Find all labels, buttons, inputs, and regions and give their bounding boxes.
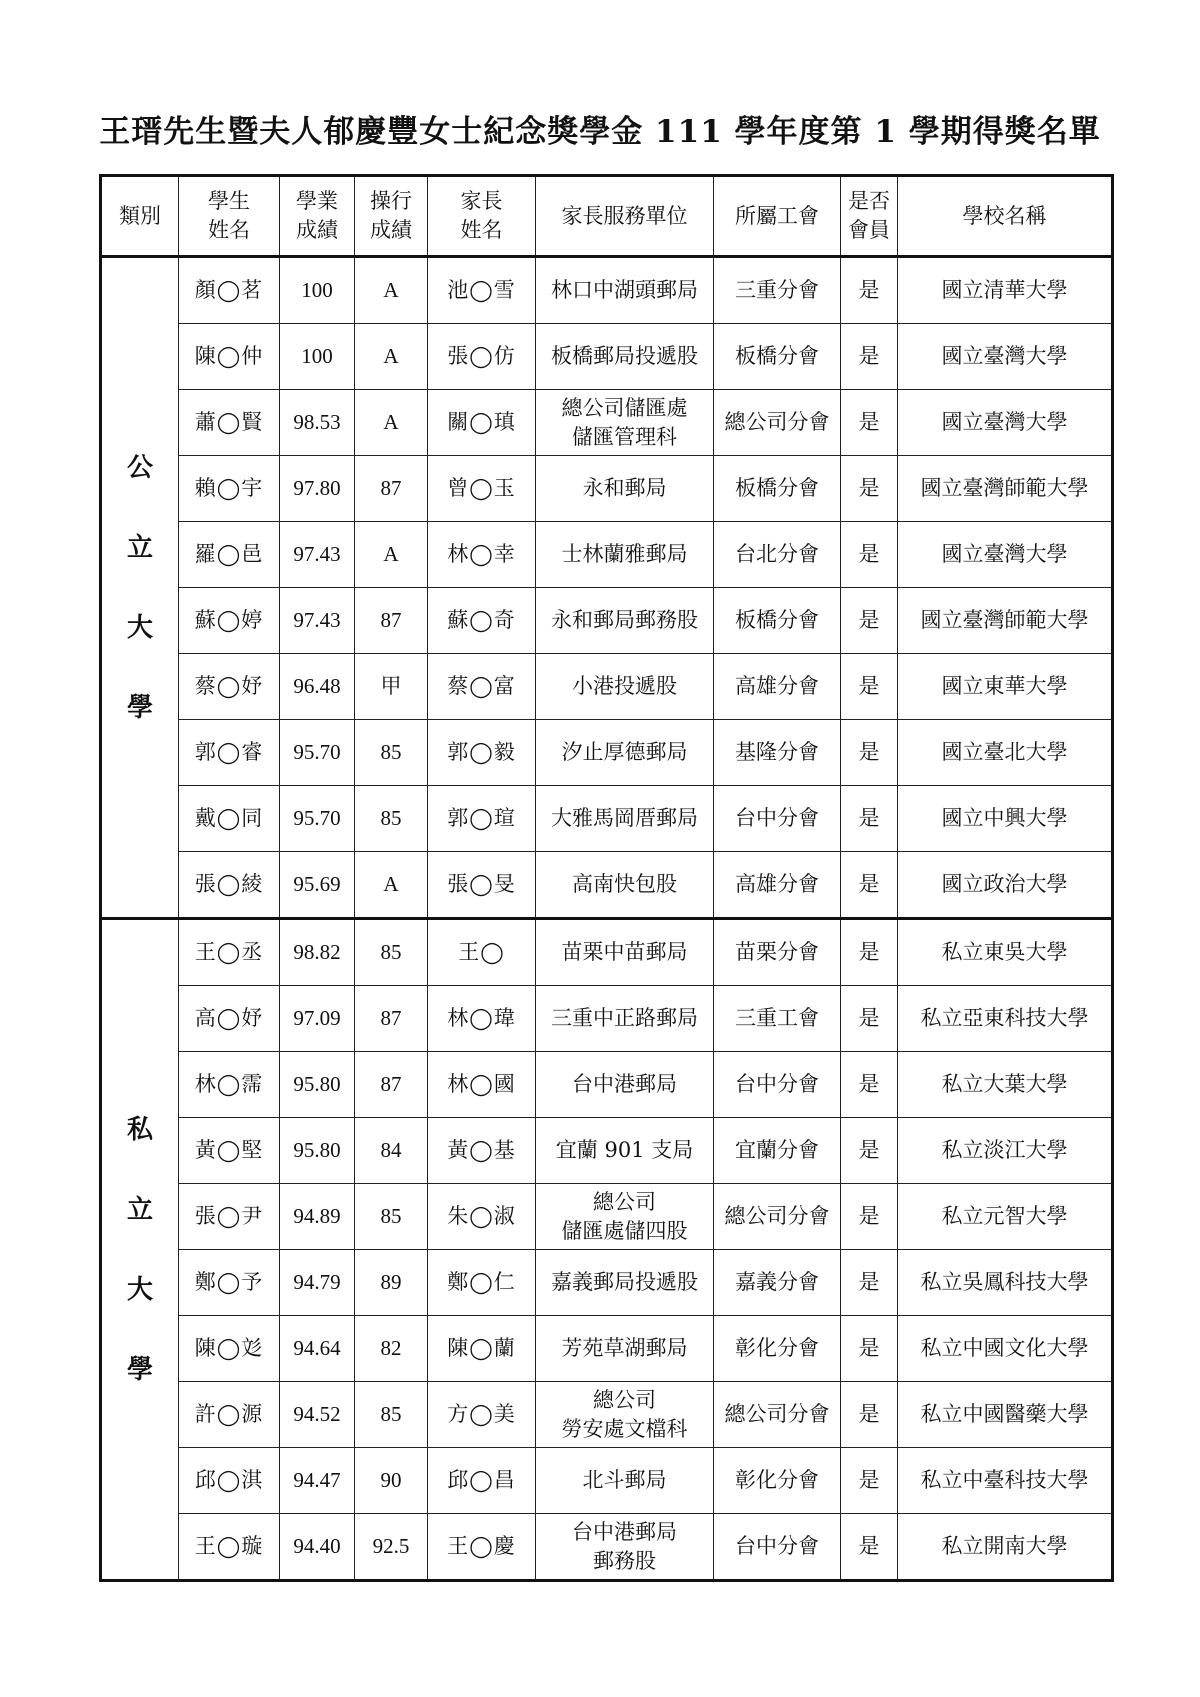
parent-unit-cell: [536, 1514, 714, 1581]
member-cell: 是: [841, 257, 898, 324]
table-row: [101, 1118, 1113, 1184]
header-academic-line2: 成績: [296, 218, 338, 242]
academic-score-cell: 100: [280, 324, 355, 390]
school-name-cell: 國立清華大學: [898, 257, 1113, 324]
category-char: 立: [126, 1194, 153, 1225]
union-cell: 總公司分會: [714, 390, 841, 456]
academic-score-cell: 96.48: [280, 654, 355, 720]
student-name-cell: 羅◯邑: [179, 522, 280, 588]
conduct-score-cell: A: [355, 852, 428, 919]
school-name-cell: 私立元智大學: [898, 1184, 1113, 1250]
header-student-name: [179, 176, 280, 257]
table-row: [101, 654, 1113, 720]
student-name-cell: 張◯尹: [179, 1184, 280, 1250]
category-char: 立: [126, 532, 153, 563]
parent-name-cell: 陳◯蘭: [428, 1316, 536, 1382]
parent-name-cell: 林◯瑋: [428, 986, 536, 1052]
union-cell: 總公司分會: [714, 1184, 841, 1250]
header-union: 所屬工會: [714, 176, 841, 257]
academic-score-cell: 94.47: [280, 1448, 355, 1514]
member-cell: 是: [841, 1052, 898, 1118]
academic-score-cell: 94.64: [280, 1316, 355, 1382]
table-row: [101, 1250, 1113, 1316]
union-cell: 台中分會: [714, 1052, 841, 1118]
parent-unit-cell: [536, 852, 714, 919]
member-cell: 是: [841, 1184, 898, 1250]
school-name-cell: 私立中國文化大學: [898, 1316, 1113, 1382]
table-row: [101, 1382, 1113, 1448]
school-name-cell: 國立臺灣大學: [898, 522, 1113, 588]
table-row: [101, 390, 1113, 456]
parent-unit-line: 芳苑草湖郵局: [561, 1336, 688, 1360]
member-cell: 是: [841, 324, 898, 390]
school-name-cell: 私立吳鳳科技大學: [898, 1250, 1113, 1316]
union-cell: 高雄分會: [714, 852, 841, 919]
union-cell: 台北分會: [714, 522, 841, 588]
academic-score-cell: 94.89: [280, 1184, 355, 1250]
parent-name-cell: 郭◯瑄: [428, 786, 536, 852]
member-cell: 是: [841, 522, 898, 588]
parent-unit-cell: [536, 919, 714, 986]
union-cell: 台中分會: [714, 786, 841, 852]
union-cell: 板橋分會: [714, 324, 841, 390]
table-row: [101, 1514, 1113, 1581]
parent-unit-line: 苗栗中苗郵局: [561, 940, 688, 964]
student-name-cell: 王◯丞: [179, 919, 280, 986]
student-name-cell: 蘇◯婷: [179, 588, 280, 654]
school-name-cell: 國立政治大學: [898, 852, 1113, 919]
table-row: [101, 324, 1113, 390]
member-cell: 是: [841, 390, 898, 456]
table-row: [101, 720, 1113, 786]
conduct-score-cell: 87: [355, 456, 428, 522]
union-cell: 板橋分會: [714, 588, 841, 654]
parent-unit-cell: [536, 324, 714, 390]
parent-name-cell: 關◯瑱: [428, 390, 536, 456]
member-cell: 是: [841, 1316, 898, 1382]
table-row: [101, 522, 1113, 588]
private-university-group: [101, 919, 1113, 1581]
parent-unit-cell: [536, 390, 714, 456]
student-name-cell: 蔡◯妤: [179, 654, 280, 720]
school-name-cell: 國立臺灣師範大學: [898, 456, 1113, 522]
member-cell: 是: [841, 654, 898, 720]
category-cell: [101, 919, 179, 1581]
student-name-cell: 高◯妤: [179, 986, 280, 1052]
school-name-cell: 國立臺北大學: [898, 720, 1113, 786]
student-name-cell: 黃◯堅: [179, 1118, 280, 1184]
conduct-score-cell: 85: [355, 1382, 428, 1448]
student-name-cell: 戴◯同: [179, 786, 280, 852]
school-name-cell: 私立中國醫藥大學: [898, 1382, 1113, 1448]
school-name-cell: 私立中臺科技大學: [898, 1448, 1113, 1514]
member-cell: 是: [841, 1250, 898, 1316]
parent-unit-cell: [536, 1382, 714, 1448]
student-name-cell: 蕭◯賢: [179, 390, 280, 456]
union-cell: 嘉義分會: [714, 1250, 841, 1316]
award-table: [99, 174, 1114, 1582]
school-name-cell: 國立中興大學: [898, 786, 1113, 852]
header-category: 類別: [101, 176, 179, 257]
category-cell: [101, 257, 179, 919]
member-cell: 是: [841, 1514, 898, 1581]
table-row: [101, 919, 1113, 986]
union-cell: 三重工會: [714, 986, 841, 1052]
school-name-cell: 國立臺灣師範大學: [898, 588, 1113, 654]
parent-unit-cell: [536, 786, 714, 852]
header-member: [841, 176, 898, 257]
header-academic-line1: 學業: [296, 189, 338, 213]
student-name-cell: 林◯霈: [179, 1052, 280, 1118]
parent-unit-cell: [536, 1184, 714, 1250]
table-row: [101, 588, 1113, 654]
conduct-score-cell: 85: [355, 786, 428, 852]
category-char: 學: [126, 692, 153, 723]
header-school: 學校名稱: [898, 176, 1113, 257]
conduct-score-cell: 甲: [355, 654, 428, 720]
parent-unit-cell: [536, 720, 714, 786]
parent-name-cell: 曾◯玉: [428, 456, 536, 522]
parent-name-cell: 林◯國: [428, 1052, 536, 1118]
parent-unit-line: 台中港郵局: [572, 1072, 677, 1096]
union-cell: 彰化分會: [714, 1316, 841, 1382]
header-academic: [280, 176, 355, 257]
parent-unit-line: 三重中正路郵局: [551, 1006, 698, 1030]
conduct-score-cell: 85: [355, 1184, 428, 1250]
conduct-score-cell: 84: [355, 1118, 428, 1184]
parent-unit-line: 永和郵局郵務股: [551, 608, 698, 632]
school-name-cell: 國立臺灣大學: [898, 390, 1113, 456]
table-row: [101, 1052, 1113, 1118]
conduct-score-cell: A: [355, 324, 428, 390]
parent-name-cell: 張◯仿: [428, 324, 536, 390]
table-row: [101, 1448, 1113, 1514]
member-cell: 是: [841, 720, 898, 786]
category-char: 大: [126, 1274, 153, 1305]
academic-score-cell: 97.80: [280, 456, 355, 522]
parent-unit-line: 汐止厚德郵局: [561, 740, 688, 764]
union-cell: 高雄分會: [714, 654, 841, 720]
member-cell: 是: [841, 852, 898, 919]
academic-score-cell: 94.52: [280, 1382, 355, 1448]
parent-unit-cell: [536, 654, 714, 720]
conduct-score-cell: 90: [355, 1448, 428, 1514]
school-name-cell: 國立東華大學: [898, 654, 1113, 720]
academic-score-cell: 98.82: [280, 919, 355, 986]
member-cell: 是: [841, 1382, 898, 1448]
conduct-score-cell: 87: [355, 588, 428, 654]
parent-unit-line: 大雅馬岡厝郵局: [551, 806, 698, 830]
header-conduct-line1: 操行: [370, 189, 412, 213]
school-name-cell: 私立淡江大學: [898, 1118, 1113, 1184]
academic-score-cell: 97.43: [280, 588, 355, 654]
union-cell: 板橋分會: [714, 456, 841, 522]
conduct-score-cell: 89: [355, 1250, 428, 1316]
parent-unit-cell: [536, 1052, 714, 1118]
conduct-score-cell: A: [355, 257, 428, 324]
parent-unit-line: 台中港郵局: [572, 1519, 677, 1544]
parent-unit-line: 永和郵局: [582, 476, 667, 500]
parent-unit-line: 儲匯處儲四股: [561, 1218, 688, 1243]
member-cell: 是: [841, 986, 898, 1052]
document-title: 王瑨先生暨夫人郁慶豐女士紀念獎學金 111 學年度第 1 學期得獎名單: [99, 114, 1101, 150]
parent-unit-line: 郵務股: [593, 1548, 656, 1573]
union-cell: 宜蘭分會: [714, 1118, 841, 1184]
header-member-line1: 是否: [848, 189, 890, 213]
conduct-score-cell: 87: [355, 1052, 428, 1118]
union-cell: 彰化分會: [714, 1448, 841, 1514]
parent-name-cell: 王◯慶: [428, 1514, 536, 1581]
category-char: 公: [126, 452, 153, 483]
parent-name-cell: 蔡◯富: [428, 654, 536, 720]
conduct-score-cell: A: [355, 522, 428, 588]
academic-score-cell: 94.79: [280, 1250, 355, 1316]
header-parent-name: [428, 176, 536, 257]
school-name-cell: 私立開南大學: [898, 1514, 1113, 1581]
header-member-line2: 會員: [848, 218, 890, 242]
parent-name-cell: 林◯幸: [428, 522, 536, 588]
student-name-cell: 邱◯淇: [179, 1448, 280, 1514]
academic-score-cell: 95.69: [280, 852, 355, 919]
parent-unit-cell: [536, 257, 714, 324]
parent-name-cell: 朱◯淑: [428, 1184, 536, 1250]
student-name-cell: 陳◯彣: [179, 1316, 280, 1382]
table-row: [101, 1184, 1113, 1250]
header-conduct: [355, 176, 428, 257]
student-name-cell: 顏◯茗: [179, 257, 280, 324]
parent-unit-cell: [536, 522, 714, 588]
academic-score-cell: 95.70: [280, 786, 355, 852]
conduct-score-cell: 92.5: [355, 1514, 428, 1581]
parent-name-cell: 王◯: [428, 919, 536, 986]
union-cell: 總公司分會: [714, 1382, 841, 1448]
union-cell: 苗栗分會: [714, 919, 841, 986]
school-name-cell: 私立亞東科技大學: [898, 986, 1113, 1052]
table-row: [101, 986, 1113, 1052]
parent-unit-line: 嘉義郵局投遞股: [551, 1270, 698, 1294]
parent-unit-line: 士林蘭雅郵局: [561, 542, 688, 566]
parent-unit-cell: [536, 588, 714, 654]
parent-unit-line: 小港投遞股: [572, 674, 677, 698]
union-cell: 台中分會: [714, 1514, 841, 1581]
school-name-cell: 國立臺灣大學: [898, 324, 1113, 390]
union-cell: 三重分會: [714, 257, 841, 324]
student-name-cell: 郭◯睿: [179, 720, 280, 786]
academic-score-cell: 95.70: [280, 720, 355, 786]
academic-score-cell: 94.40: [280, 1514, 355, 1581]
academic-score-cell: 97.09: [280, 986, 355, 1052]
academic-score-cell: 95.80: [280, 1052, 355, 1118]
conduct-score-cell: 85: [355, 919, 428, 986]
parent-unit-line: 宜蘭 901 支局: [555, 1138, 694, 1162]
school-name-cell: 私立大葉大學: [898, 1052, 1113, 1118]
parent-unit-cell: [536, 1118, 714, 1184]
table-row: [101, 786, 1113, 852]
parent-unit-line: 儲匯管理科: [572, 424, 677, 449]
public-university-group: [101, 257, 1113, 919]
header-conduct-line2: 成績: [370, 218, 412, 242]
member-cell: 是: [841, 1118, 898, 1184]
parent-unit-cell: [536, 1250, 714, 1316]
conduct-score-cell: 85: [355, 720, 428, 786]
student-name-cell: 賴◯宇: [179, 456, 280, 522]
parent-name-cell: 黃◯基: [428, 1118, 536, 1184]
member-cell: 是: [841, 456, 898, 522]
header-parent-unit: 家長服務單位: [536, 176, 714, 257]
conduct-score-cell: A: [355, 390, 428, 456]
parent-name-cell: 張◯旻: [428, 852, 536, 919]
parent-unit-line: 高南快包股: [572, 872, 677, 896]
parent-unit-cell: [536, 456, 714, 522]
parent-unit-cell: [536, 1448, 714, 1514]
header-parent-name-line2: 姓名: [460, 218, 503, 242]
academic-score-cell: 100: [280, 257, 355, 324]
conduct-score-cell: 87: [355, 986, 428, 1052]
parent-unit-line: 總公司: [593, 1189, 656, 1214]
parent-name-cell: 蘇◯奇: [428, 588, 536, 654]
header-student-name-line1: 學生: [208, 189, 250, 213]
table-row: [101, 852, 1113, 919]
academic-score-cell: 95.80: [280, 1118, 355, 1184]
member-cell: 是: [841, 1448, 898, 1514]
parent-unit-line: 總公司: [593, 1387, 656, 1412]
parent-unit-line: 勞安處文檔科: [561, 1416, 688, 1441]
member-cell: 是: [841, 786, 898, 852]
student-name-cell: 張◯綾: [179, 852, 280, 919]
parent-name-cell: 池◯雪: [428, 257, 536, 324]
union-cell: 基隆分會: [714, 720, 841, 786]
parent-unit-line: 北斗郵局: [582, 1468, 667, 1492]
category-char: 大: [126, 612, 153, 643]
category-char: 私: [126, 1114, 153, 1145]
member-cell: 是: [841, 919, 898, 986]
parent-name-cell: 方◯美: [428, 1382, 536, 1448]
student-name-cell: 王◯璇: [179, 1514, 280, 1581]
academic-score-cell: 98.53: [280, 390, 355, 456]
header-student-name-line2: 姓名: [208, 218, 250, 242]
table-row: [101, 1316, 1113, 1382]
category-char: 學: [126, 1354, 153, 1385]
header-row: [101, 176, 1113, 257]
parent-name-cell: 郭◯毅: [428, 720, 536, 786]
conduct-score-cell: 82: [355, 1316, 428, 1382]
parent-unit-cell: [536, 1316, 714, 1382]
parent-unit-line: 總公司儲匯處: [561, 395, 688, 420]
parent-name-cell: 邱◯昌: [428, 1448, 536, 1514]
student-name-cell: 鄭◯予: [179, 1250, 280, 1316]
parent-unit-line: 林口中湖頭郵局: [551, 278, 698, 302]
school-name-cell: 私立東吳大學: [898, 919, 1113, 986]
header-parent-name-line1: 家長: [460, 189, 503, 213]
student-name-cell: 許◯源: [179, 1382, 280, 1448]
table-row: [101, 456, 1113, 522]
parent-unit-cell: [536, 986, 714, 1052]
member-cell: 是: [841, 588, 898, 654]
parent-unit-line: 板橋郵局投遞股: [551, 344, 698, 368]
table-row: [101, 257, 1113, 324]
academic-score-cell: 97.43: [280, 522, 355, 588]
parent-name-cell: 鄭◯仁: [428, 1250, 536, 1316]
student-name-cell: 陳◯仲: [179, 324, 280, 390]
